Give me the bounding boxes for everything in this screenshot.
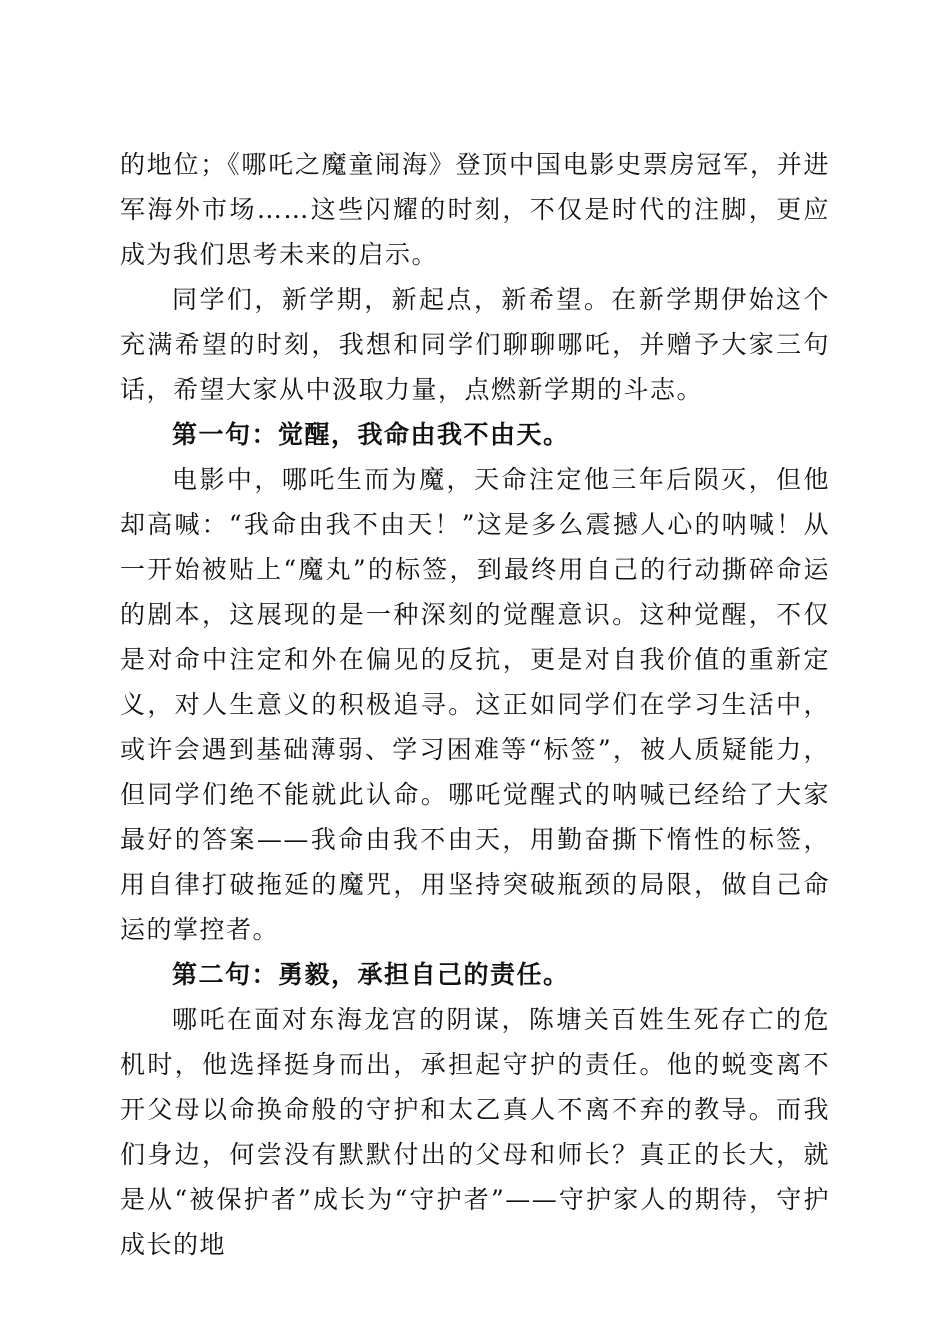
paragraph-awakening: 电影中，哪吒生而为魔，天命注定他三年后陨灭，但他却高喊：“我命由我不由天！”这是多么震撼人心的呐喊！从一开始被贴上“魔丸”的标签，到最终用自己的行动撕碎命运的剧本，这展现的是一种深刻的觉醒意识。这种觉醒，不仅是对命中注定和外在偏见的反抗，更是对自我价值的重新定义，对人生意义的积极追寻。这正如同学们在学习生活中，或许会遇到基础薄弱、学习困难等“标签”，被人质疑能力，但同学们绝不能就此认命。哪吒觉醒式的呐喊已经给了大家最好的答案——我命由我不由天，用勤奋撕下惰性的标签，用自律打破拖延的魔咒，用坚持突破瓶颈的局限，做自己命运的掌控者。	[120, 465, 830, 944]
heading-first-sentence: 第一句：觉醒，我命由我不由天。	[172, 420, 570, 449]
paragraph-new-semester: 同学们，新学期，新起点，新希望。在新学期伊始这个充满希望的时刻，我想和同学们聊聊哪吒，并赠予大家三句话，希望大家从中汲取力量，点燃新学期的斗志。	[120, 285, 830, 404]
heading-second-sentence: 第二句：勇毅，承担自己的责任。	[172, 960, 570, 989]
paragraph-continuation: 的地位；《哪吒之魔童闹海》登顶中国电影史票房冠军，并进军海外市场……这些闪耀的时刻，不仅是时代的注脚，更应成为我们思考未来的启示。	[120, 150, 830, 269]
paragraph-responsibility: 哪吒在面对东海龙宫的阴谋，陈塘关百姓生死存亡的危机时，他选择挺身而出，承担起守护的责任。他的蜕变离不开父母以命换命般的守护和太乙真人不离不弃的教导。而我们身边，何尝没有默默付出的父母和师长？真正的长大，就是从“被保护者”成长为“守护者”——守护家人的期待，守护成长的地	[120, 1005, 830, 1259]
document-body	[120, 142, 830, 1267]
